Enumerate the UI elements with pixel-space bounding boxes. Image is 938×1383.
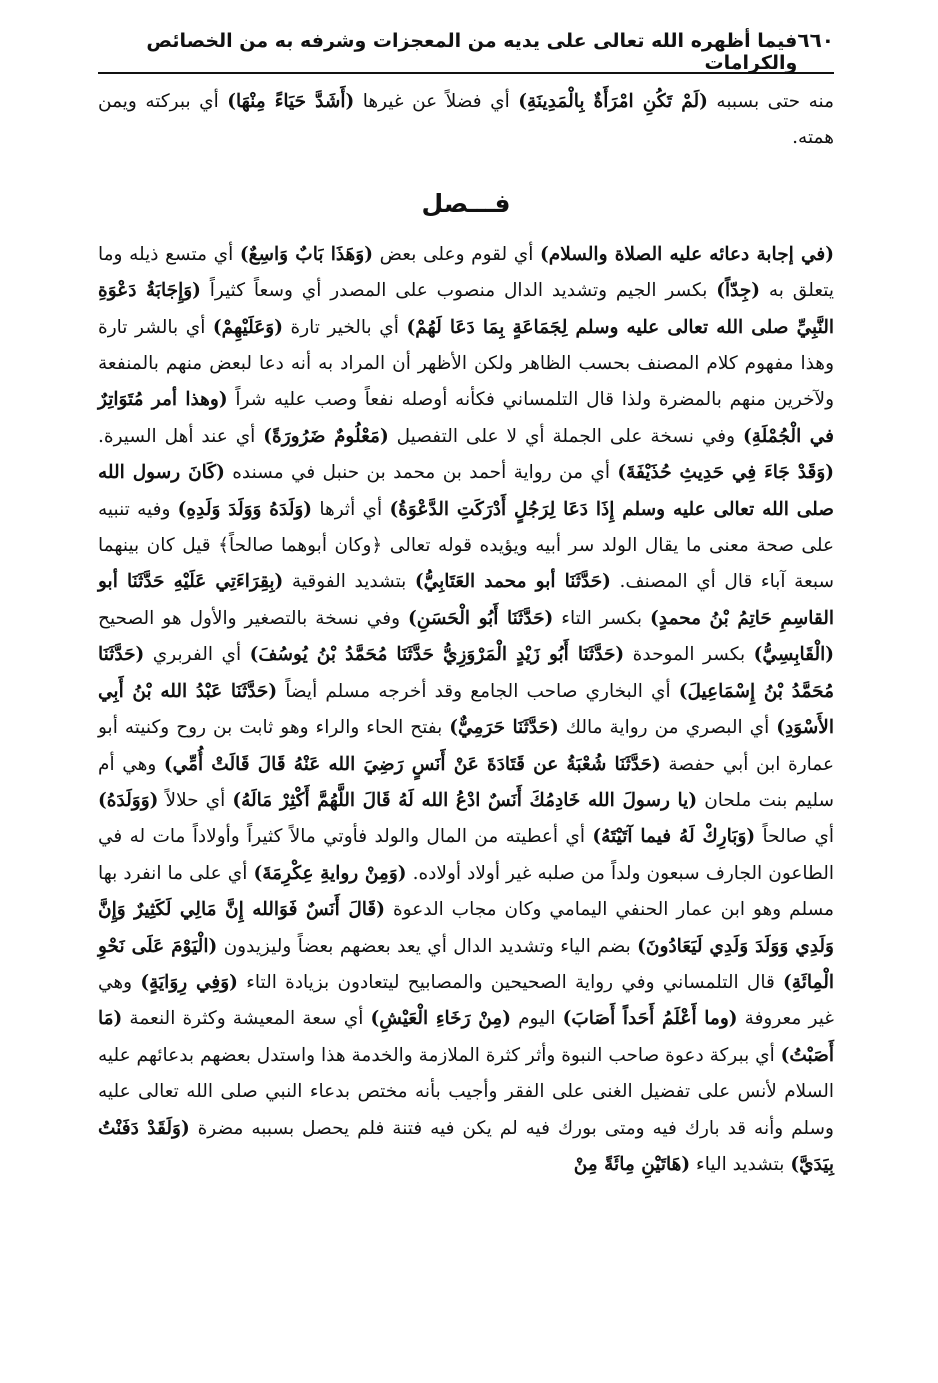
commentary-text: أي البصري من رواية مالك	[558, 717, 777, 739]
quoted-text: (وَلَدَهُ وَوَلَدَ وَلَدِهِ)	[177, 498, 313, 520]
commentary-text: أي البخاري صاحب الجامع وقد أخرجه مسلم أيضاً	[277, 680, 679, 702]
quoted-text: (وَبَارِكْ لَهُ فيما آتَيْتَهُ)	[592, 826, 756, 848]
quoted-text: (بِقِرَاءَتِي عَلَيْهِ حَدَّثَنَا أبو القاسِمِ حَاتِمُ بْنُ محمدٍ)	[98, 571, 834, 629]
commentary-text: بتشديد الياء	[690, 1153, 791, 1175]
quoted-text: (الْقَابِسِيُّ)	[753, 644, 834, 666]
commentary-text: أي متسع ذيله وما يتعلق به	[98, 243, 835, 302]
commentary-text: أي الفربري	[144, 644, 250, 666]
intro-paragraph	[98, 84, 834, 157]
quoted-text: (أَشَدَّ حَيَاءً مِنْهَا)	[227, 91, 355, 112]
commentary-text: وهي غير معروفة	[98, 971, 834, 1030]
quoted-text: (مَا أَصَبْتُ)	[98, 1008, 834, 1066]
quoted-text: (لَمْ تَكُنِ امْرَأَةٌ بِالْمَدِينَةِ)	[518, 91, 708, 112]
commentary-text: بكسر التاء	[553, 607, 650, 629]
running-title: فيما أظهره الله تعالى على يديه من المعجزات وشرفه به من الخصائص والكرامات	[146, 30, 798, 74]
quoted-text: (كَانَ رسول الله صلى الله تعالى عليه وسلم إِذَا دَعَا لِرَجُلٍ أَدْرَكَتِ الدَّعْوَةُ)	[98, 462, 834, 520]
commentary-text: بكسر الجيم وتشديد الدال منصوب على المصدر أي وسعاً كثيراً	[200, 280, 717, 302]
commentary-text: بضم الياء وتشديد الدال أي يعد بعضهم بعضاً وليزيدون	[217, 935, 638, 957]
commentary-text: أي على ما انفرد بها مسلم وهو ابن عمار الحنفي اليمامي وكان مجاب الدعوة	[98, 862, 834, 921]
commentary-text: وفي نسخة بالتصغير والأول هو الصحيح	[98, 607, 408, 629]
commentary-text: أي صالحاً	[755, 826, 834, 848]
quoted-text: (وَوَلَدَهُ)	[98, 789, 159, 811]
page-number: ٦٦٠	[797, 28, 834, 52]
quoted-text: (حَدَّثَنَا أبو محمد العَتَابِيُّ)	[414, 571, 611, 593]
commentary-text: أي عند أهل السيرة.	[98, 425, 264, 447]
commentary-text: وفيه تنبيه على صحة معنى ما يقال الولد سر أبيه ويؤيده قوله تعالى ﴿وكان أبوهما صالحاً﴾ قيل كان بينهما سبعة آباء قال أي المصنف.	[98, 498, 835, 593]
commentary-text: أي من رواية أحمد بن محمد بن حنبل في مسنده	[224, 462, 618, 484]
body-paragraph	[98, 237, 834, 1184]
commentary-text: أي سعة المعيشة وكثرة النعمة	[122, 1008, 371, 1030]
commentary-text: بكسر الموحدة	[624, 644, 754, 666]
commentary-text: أي ببركته ويمن همته.	[98, 91, 834, 149]
quoted-text: (وَلَقَدْ دَفَنْتُ بِيَدَيَّ)	[98, 1117, 834, 1175]
quoted-text: (وَهَذَا بَابٌ وَاسِعٌ)	[239, 243, 373, 265]
commentary-text: أي أعطيته من المال والولد فأوتي مالاً كثيراً وأولاداً مات له في الطاعون الجارف سبعون ولداً من صلبه غير أولاد أولاده.	[98, 826, 834, 884]
quoted-text: (وهذا أمر مُتَوَاتِرٌ في الْجُمْلَةِ)	[98, 389, 834, 447]
commentary-text: قال التلمساني وفي رواية الصحيحين والمصابيح ليتعادون بزيادة التاء	[237, 971, 784, 993]
quoted-text: (مَعْلُومٌ ضَرُورَةً)	[263, 425, 389, 447]
quoted-text: (حَدَّثَنَا عَبْدُ الله بْنُ أَبِي الأَسْوَدِ)	[98, 680, 834, 739]
quoted-text: (هَاتَيْنِ مِائَةً مِنْ	[573, 1153, 691, 1175]
commentary-text: أي حلالاً	[158, 789, 233, 811]
commentary-text: بفتح الحاء والراء وهو ثابت بن روح وكنيته أبو عمارة ابن أبي حفصة	[98, 717, 834, 775]
quoted-text: (حَدَّثَنَا شُعْبَةُ عن قَتَادَةَ عَنْ أَنَسٍ رَضِيَ الله عَنْهُ قَالَ قَالَتْ أُمِّي)	[163, 753, 661, 775]
commentary-text: أي فضلاً عن غيرها	[354, 91, 519, 112]
commentary-text: أي بالشر تارة وهذا مفهوم كلام المصنف بحسب الظاهر ولكن الأظهر أن المراد به أنه دعا لبعض منهم بالمنفعة ولآخرين منهم بالمضرة ولذا قال التلمساني فكأنه أوصله نفعاً وصب عليه شراً	[98, 316, 834, 411]
quoted-text: (حَدَّثَنَا مُحَمَّدُ بْنُ إِسْمَاعِيلَ)	[98, 644, 834, 702]
quoted-text: (جِدّاً)	[716, 280, 761, 302]
quoted-text: (حَدَّثَنَا أَبُو الْحَسَنِ)	[408, 607, 554, 629]
running-header	[98, 28, 834, 74]
commentary-text: اليوم	[510, 1008, 563, 1030]
quoted-text: (يا رسولَ الله خَادِمُكَ أَنَسٌ ادْعُ الله لَهُ قَالَ اللَّهُمَّ أَكْثِرْ مَالَهُ)	[232, 789, 698, 811]
commentary-text: أي بالخير تارة	[282, 316, 407, 338]
commentary-text: بتشديد الفوقية	[283, 571, 415, 593]
section-title: فـــصل	[421, 188, 511, 218]
quoted-text: (وما أَعْلَمُ أَحَداً أَصَابَ)	[562, 1008, 738, 1030]
commentary-text: وفي نسخة على الجملة أي لا على التفصيل	[388, 425, 743, 447]
quoted-text: (قَالَ أَنَسٌ فَوَالله إِنَّ مَالِي لَكَثِيرٌ وَإِنَّ وَلَدِي وَوَلَدَ وَلَدِي لَيَعَادُونَ)	[98, 899, 834, 957]
quoted-text: (وَعَلَيْهِمْ)	[212, 316, 283, 338]
quoted-text: (حَدَّثَنَا حَرَمِيٌّ)	[449, 717, 559, 739]
quoted-text: (وَفِي رِوَايَةٍ)	[140, 971, 238, 993]
quoted-text: (وَقَدْ جَاءَ فِي حَدِيثِ حُذَيْفَةَ)	[617, 462, 835, 484]
quoted-text: (حَدَّثَنَا أَبُو زَيْدٍ الْمَرْوَزِيُّ حَدَّثَنَا مُحَمَّدُ بْنُ يُوسُفَ)	[249, 644, 625, 666]
quoted-text: (وَإِجَابَةُ دَعْوَةِ النَّبِيِّ صلى الله تعالى عليه وسلم لِجَمَاعَةٍ بِمَا دَعَا لَهُمْ)	[98, 280, 834, 338]
quoted-text: (مِنْ رَخَاءِ الْعَيْشِ)	[370, 1008, 511, 1030]
commentary-text: أي أثرها	[312, 498, 390, 520]
commentary-text: وهي أم سليم بنت ملحان	[98, 753, 834, 811]
quoted-text: (الْيَوْمَ عَلَى نَحْوِ الْمِائَةِ)	[98, 935, 834, 993]
commentary-text: منه حتى بسببه	[707, 91, 835, 112]
commentary-text: أي ببركة دعوة صاحب النبوة وأثر كثرة الملازمة والخدمة هذا واستدل بعضهم بدعائهم عليه السلام لأنس على تفضيل الغنى على الفقر وأجيب بأنه مختص بدعاء النبي صلى الله تعالى عليه وسلم وأنه قد بارك فيه ومتى بورك فيه لم يكن فيه فتنة فلم يحصل بسببه مضرة	[98, 1044, 834, 1139]
commentary-text: أي لقوم وعلى بعض	[372, 243, 541, 265]
quoted-text: (في إجابة دعائه عليه الصلاة والسلام)	[540, 243, 834, 265]
quoted-text: (وَمِنْ روايةِ عِكْرِمَةَ)	[253, 862, 407, 884]
